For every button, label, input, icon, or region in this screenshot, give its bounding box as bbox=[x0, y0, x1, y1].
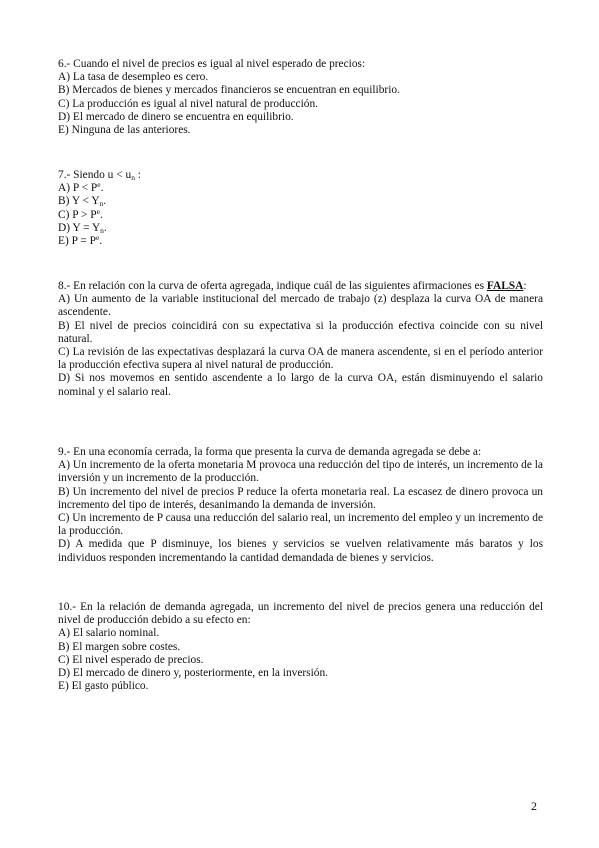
question-8-option-b: B) El nivel de precios coincidirá con su expectativa si la producción efectiva coincide con su nivel natural. bbox=[58, 319, 543, 345]
option-end: . bbox=[103, 195, 107, 208]
option-superscript: e bbox=[95, 233, 100, 243]
option-end: . bbox=[103, 221, 107, 234]
option-text: A) P < P bbox=[58, 182, 98, 195]
question-8-stem-suffix: : bbox=[523, 280, 527, 292]
question-9-option-d: D) A medida que P disminuye, los bienes y servicios se vuelven relativamente más baratos y los individuos responden incrementando la cantidad demandada de bienes y servicios. bbox=[58, 538, 543, 564]
question-9-option-c: C) Un incremento de P causa una reducción del salario real, un incremento del empleo y un incremento de la producción. bbox=[58, 512, 543, 538]
question-6-stem: 6.- Cuando el nivel de precios es igual al nivel esperado de precios: bbox=[58, 58, 366, 70]
question-8-emphasis: FALSA bbox=[486, 280, 524, 292]
question-7-option-b bbox=[58, 195, 543, 208]
question-7-option-a bbox=[58, 182, 543, 195]
option-subscript: n bbox=[99, 199, 104, 209]
question-7 bbox=[58, 169, 543, 248]
question-10-option-a: A) El salario nominal. bbox=[58, 627, 160, 640]
option-subscript: n bbox=[100, 225, 104, 235]
option-text: C) P > P bbox=[58, 208, 97, 221]
question-7-stem bbox=[58, 169, 543, 182]
option-text: B) Y < Y bbox=[58, 195, 100, 208]
question-9-stem: 9.- En una economía cerrada, la forma que presenta la curva de demanda agregada se debe a: bbox=[58, 446, 482, 458]
question-7-stem-subscript: n bbox=[131, 173, 135, 182]
question-10-option-c: C) El nivel esperado de precios. bbox=[58, 653, 204, 666]
question-6-option-b: B) Mercados de bienes y mercados financieros se encuentran en equilibrio. bbox=[58, 84, 400, 97]
question-9-option-a: A) Un incremento de la oferta monetaria M provoca una reducción del tipo de interés, un incremento de la inversión y un incremento de la producción. bbox=[58, 459, 543, 485]
question-8-option-c: C) La revisión de las expectativas desplazará la curva OA de manera ascendente, si en el período anterior la producción efectiva supera al nivel natural de producción. bbox=[58, 346, 543, 372]
option-superscript: e bbox=[97, 180, 101, 190]
question-6-option-c: C) La producción es igual al nivel natural de producción. bbox=[58, 97, 318, 110]
question-9 bbox=[58, 446, 543, 565]
page-number: 2 bbox=[531, 799, 537, 813]
question-8-stem-text: 8.- En relación con la curva de oferta agregada, indique cuál de las siguientes afirmaciones es bbox=[58, 280, 485, 292]
question-9-option-b: B) Un incremento del nivel de precios P reduce la oferta monetaria real. La escasez de dinero provoca un incremento del tipo de interés, desanimando la demanda de inversión. bbox=[58, 485, 543, 511]
option-end: . bbox=[99, 235, 103, 248]
question-10-option-d: D) El mercado de dinero y, posteriormente, en la inversión. bbox=[58, 667, 329, 680]
question-8-stem bbox=[58, 280, 543, 293]
question-10 bbox=[58, 601, 543, 693]
option-end: . bbox=[99, 208, 103, 221]
question-8-option-d: D) Si nos movemos en sentido ascendente a lo largo de la curva OA, están disminuyendo el salario nominal y el salario real. bbox=[58, 372, 543, 398]
question-7-option-d bbox=[58, 222, 543, 235]
option-text: E) P = P bbox=[58, 235, 96, 248]
question-10-option-e: E) El gasto público. bbox=[58, 680, 149, 693]
question-6-option-d: D) El mercado de dinero se encuentra en equilibrio. bbox=[58, 110, 294, 123]
question-6-option-a: A) La tasa de desempleo es cero. bbox=[58, 71, 209, 84]
option-superscript: e bbox=[96, 206, 100, 216]
question-8-option-a: A) Un aumento de la variable institucional del mercado de trabajo (z) desplaza la curva OA de manera ascendente. bbox=[58, 293, 543, 319]
question-7-stem-text: 7.- Siendo u < u bbox=[58, 169, 132, 181]
option-text: D) Y = Y bbox=[58, 221, 101, 234]
question-10-stem: 10.- En la relación de demanda agregada, un incremento del nivel de precios genera una reducción del nivel de producción debido a su efecto en: bbox=[58, 601, 543, 627]
question-7-stem-suffix: : bbox=[134, 169, 141, 181]
option-end: . bbox=[100, 182, 104, 195]
question-8 bbox=[58, 280, 543, 399]
question-7-option-e bbox=[58, 235, 543, 248]
question-6 bbox=[58, 58, 543, 137]
question-6-option-e: E) Ninguna de las anteriores. bbox=[58, 124, 191, 137]
question-7-option-c bbox=[58, 206, 543, 222]
question-10-option-b: B) El margen sobre costes. bbox=[58, 640, 181, 653]
